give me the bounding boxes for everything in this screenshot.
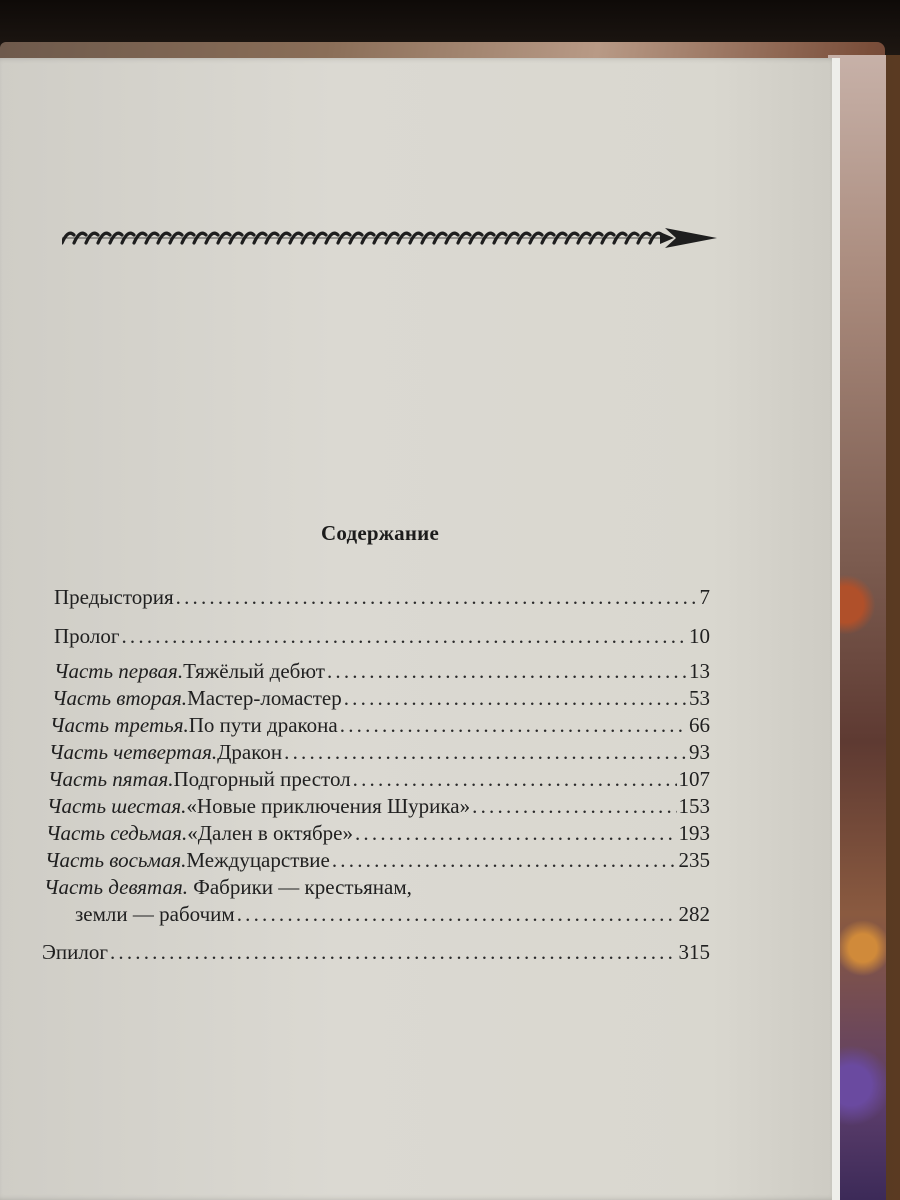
- toc-entry-part: Часть вторая.: [52, 686, 188, 710]
- toc-entry[interactable]: [42, 939, 710, 965]
- toc-entry[interactable]: [54, 584, 710, 610]
- toc-entry-title: Мастер-ломастер: [187, 686, 342, 710]
- toc-entry-part: Часть шестая.: [47, 794, 187, 818]
- toc-entry-page: 53: [689, 686, 710, 710]
- toc-entry[interactable]: [45, 847, 710, 873]
- dot-leader: [121, 623, 687, 649]
- toc-entry-title: Предыстория: [54, 585, 174, 609]
- table-of-contents: [0, 58, 838, 1200]
- toc-entry[interactable]: [47, 793, 710, 819]
- toc-entry-continuation[interactable]: [75, 901, 710, 927]
- toc-entry[interactable]: [49, 739, 710, 765]
- toc-entry-title: Фабрики — крестьянам,: [188, 875, 412, 899]
- toc-entry-title: Подгорный престол: [173, 767, 351, 791]
- dot-leader: [284, 739, 687, 765]
- toc-entry-title: Тяжёлый дебют: [183, 659, 325, 683]
- toc-entry[interactable]: [46, 820, 710, 846]
- toc-entry-page: 13: [689, 659, 710, 683]
- toc-entry-title-continued: земли — рабочим: [75, 902, 235, 926]
- dot-leader: [332, 847, 677, 873]
- toc-entry-page: 315: [678, 940, 710, 964]
- toc-entry-page: 93: [689, 740, 710, 764]
- toc-entry-title: Междуцарствие: [186, 848, 330, 872]
- toc-entry-page: 282: [678, 902, 710, 926]
- book-page: [0, 58, 838, 1200]
- toc-entry[interactable]: [44, 874, 412, 900]
- toc-entry-page: 107: [678, 767, 710, 791]
- toc-entry-part: Часть восьмая.: [45, 848, 187, 872]
- dot-leader: [355, 820, 677, 846]
- toc-entry-title: Эпилог: [42, 940, 108, 964]
- toc-entry-page: 10: [689, 624, 710, 648]
- dot-leader: [340, 712, 687, 738]
- toc-entry-title: По пути дракона: [188, 713, 338, 737]
- toc-entry-page: 193: [678, 821, 710, 845]
- dot-leader: [353, 766, 677, 792]
- toc-entry-page: 153: [678, 794, 710, 818]
- page-edge: [832, 58, 840, 1200]
- dot-leader: [472, 793, 676, 819]
- dot-leader: [110, 939, 677, 965]
- toc-entry-part: Часть третья.: [50, 713, 189, 737]
- toc-entry-part: Часть первая.: [54, 659, 184, 683]
- toc-entry[interactable]: [52, 685, 710, 711]
- toc-entry-title: «Новые приключения Шурика»: [186, 794, 471, 818]
- toc-entry-page: 7: [699, 585, 710, 609]
- toc-entry-title: «Дален в октябре»: [187, 821, 353, 845]
- toc-entry-title: Пролог: [54, 624, 120, 648]
- dot-leader: [176, 584, 698, 610]
- toc-entry-part: Часть пятая.: [48, 767, 174, 791]
- toc-heading: Содержание: [321, 521, 439, 545]
- toc-entry-title: Дракон: [217, 740, 283, 764]
- dot-leader: [344, 685, 687, 711]
- toc-entry[interactable]: [54, 623, 710, 649]
- toc-entry-part: Часть девятая.: [44, 875, 188, 899]
- dot-leader: [327, 658, 687, 684]
- toc-entry[interactable]: [48, 766, 710, 792]
- toc-entry-part: Часть седьмая.: [46, 821, 188, 845]
- toc-entry-part: Часть четвертая.: [49, 740, 218, 764]
- toc-entry-page: 235: [678, 848, 710, 872]
- toc-entry[interactable]: [50, 712, 710, 738]
- toc-entry[interactable]: [54, 658, 710, 684]
- dot-leader: [237, 901, 677, 927]
- toc-entry-page: 66: [689, 713, 710, 737]
